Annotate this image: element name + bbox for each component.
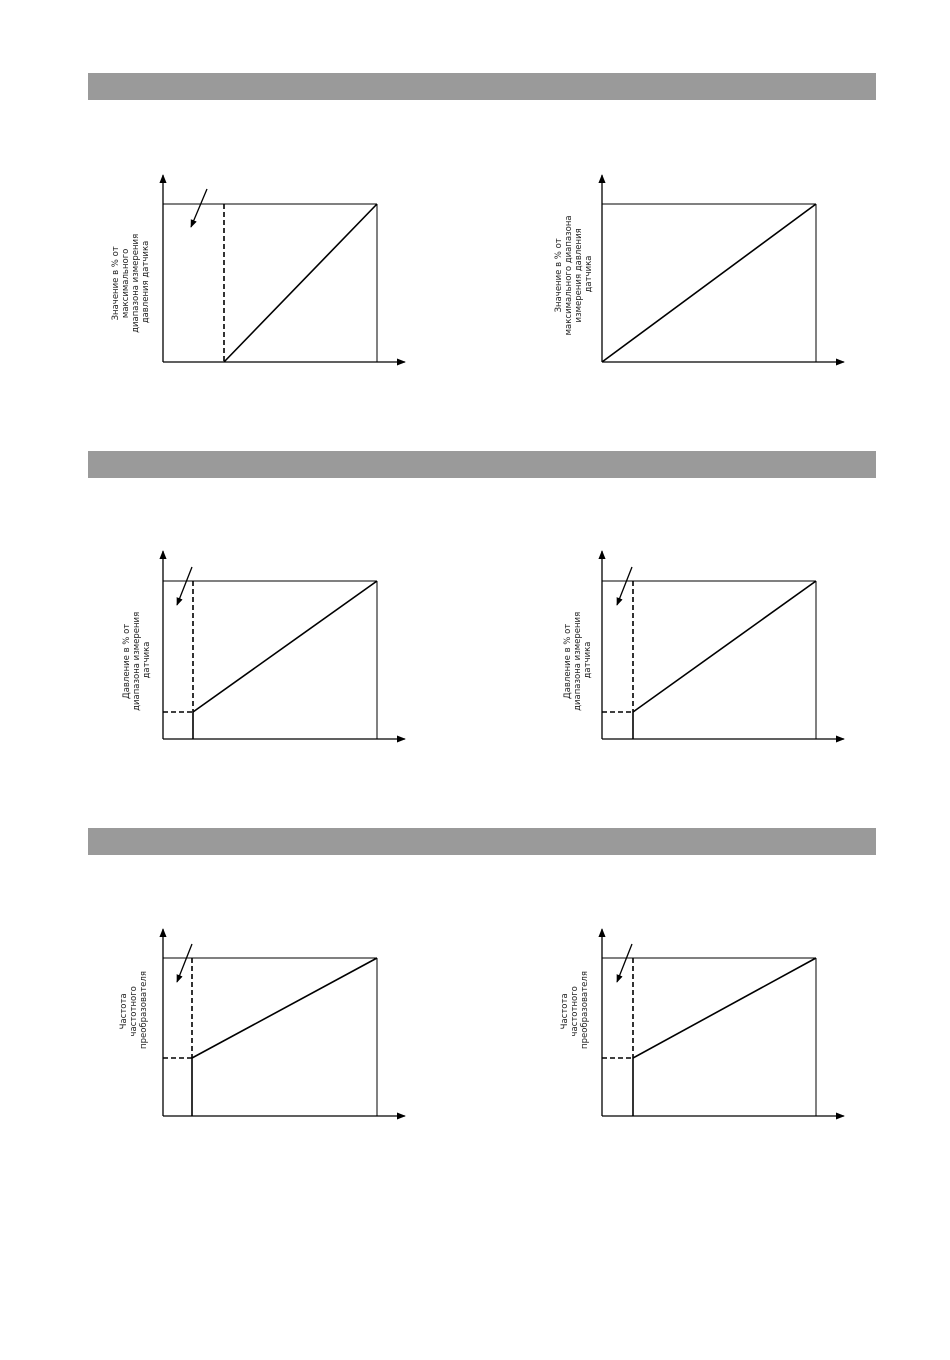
graph-3-right xyxy=(560,929,844,1116)
graph-3-left xyxy=(119,929,405,1116)
characteristic-line xyxy=(633,958,816,1058)
y-axis-label: Частота частотного преобразователя xyxy=(119,971,149,1049)
y-axis-label: Частота частотного преобразователя xyxy=(560,971,590,1049)
pointer-arrow-icon xyxy=(177,567,192,605)
y-axis-label: Давление в % от диапазона измерения датчика xyxy=(122,611,152,711)
y-axis-label: Значение в % от максимального диапазона измерения давления датчика xyxy=(111,233,151,333)
pointer-arrow-icon xyxy=(177,944,192,982)
y-axis-label: Давление в % от диапазона измерения датчика xyxy=(563,611,593,711)
graph-1-left xyxy=(111,175,405,362)
pointer-arrow-icon xyxy=(191,189,207,227)
graph-2-right xyxy=(563,551,844,739)
characteristic-line xyxy=(602,204,816,362)
pointer-arrow-icon xyxy=(617,944,632,982)
characteristic-line xyxy=(192,958,377,1058)
characteristic-line xyxy=(633,581,816,712)
pointer-arrow-icon xyxy=(617,567,632,605)
graph-2-left xyxy=(122,551,405,739)
graph-1-right xyxy=(554,175,844,362)
y-axis-label: Значение в % от максимального диапазона измерения давления датчика xyxy=(554,215,594,336)
characteristic-line xyxy=(224,204,377,362)
characteristic-line xyxy=(193,581,377,712)
